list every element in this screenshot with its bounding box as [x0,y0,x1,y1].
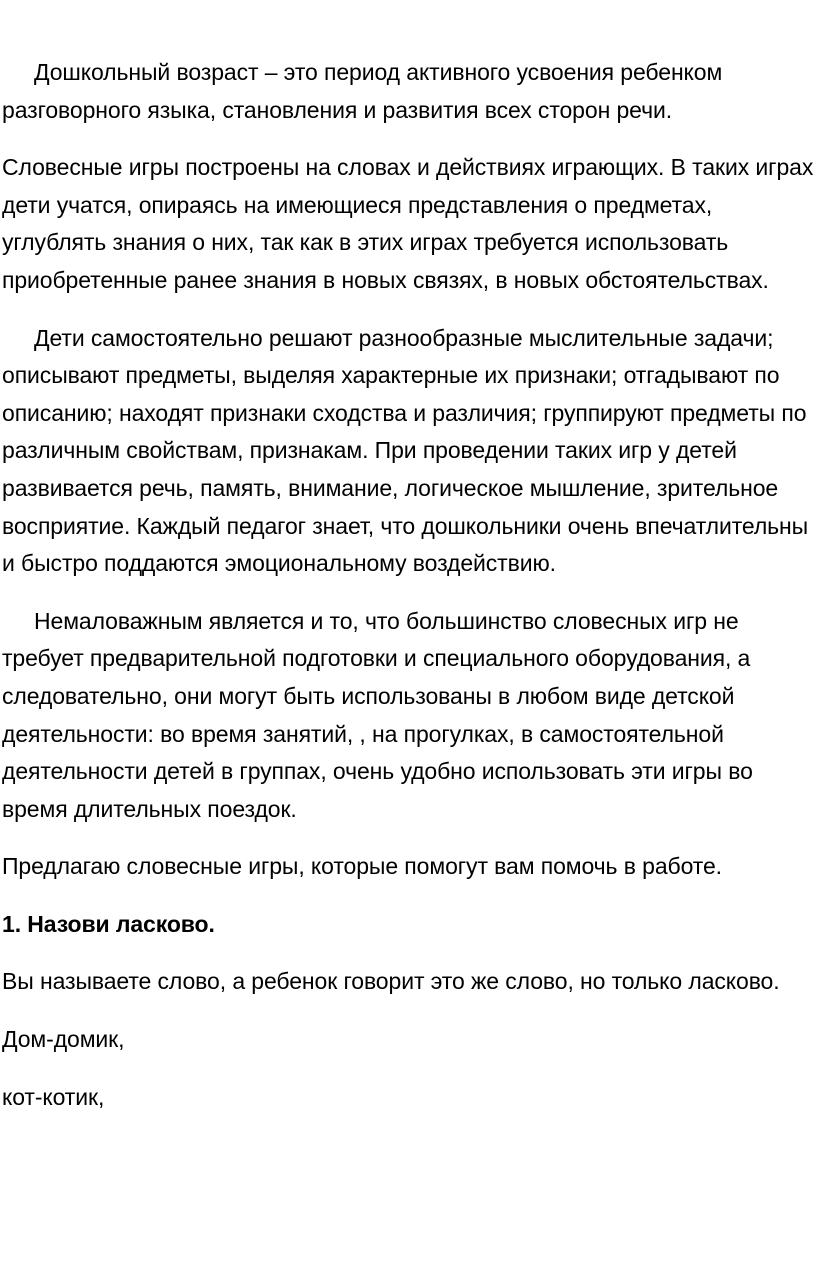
game-heading: 1. Назови ласково. [2,910,215,937]
paragraph-word-games: Словесные игры построены на словах и действиях играющих. В таких играх дети учатся, опираясь на имеющиеся представления о предметах, углублять знания о них, так как в этих играх требуется использовать приобретенные ранее знания в новых связях, в новых обстоятельствах. [2,154,814,293]
paragraph-intro: Дошкольный возраст – это период активного усвоения ребенком разговорного языка, становления и развития всех сторон речи. [2,59,723,123]
paragraph-thinking-tasks: Дети самостоятельно решают разнообразные мыслительные задачи; описывают предметы, выделяя характерные их признаки; отгадывают по описанию; находят признаки сходства и различия; группируют предметы по различным свойствам, признакам. При проведении таких игр у детей развивается речь, память, внимание, логическое мышление, зрительное восприятие. Каждый педагог знает, что дошкольники очень впечатлительны и быстро поддаются эмоциональному воздействию. [2,324,809,577]
paragraph-offer: Предлагаю словесные игры, которые помогут вам помочь в работе. [2,853,722,880]
example-item: Дом-домик, [2,1026,125,1053]
game-description: Вы называете слово, а ребенок говорит это же слово, но только ласково. [2,968,780,995]
example-item: кот-котик, [2,1083,105,1110]
paragraph-no-preparation: Немаловажным является и то, что большинство словесных игр не требует предварительной подготовки и специального оборудования, а следовательно, они могут быть использованы в любом виде детской деятельности: во время занятий, , на прогулках, в самостоятельной деятельности детей в группах, очень удобно использовать эти игры во время длительных поездок. [2,607,753,822]
